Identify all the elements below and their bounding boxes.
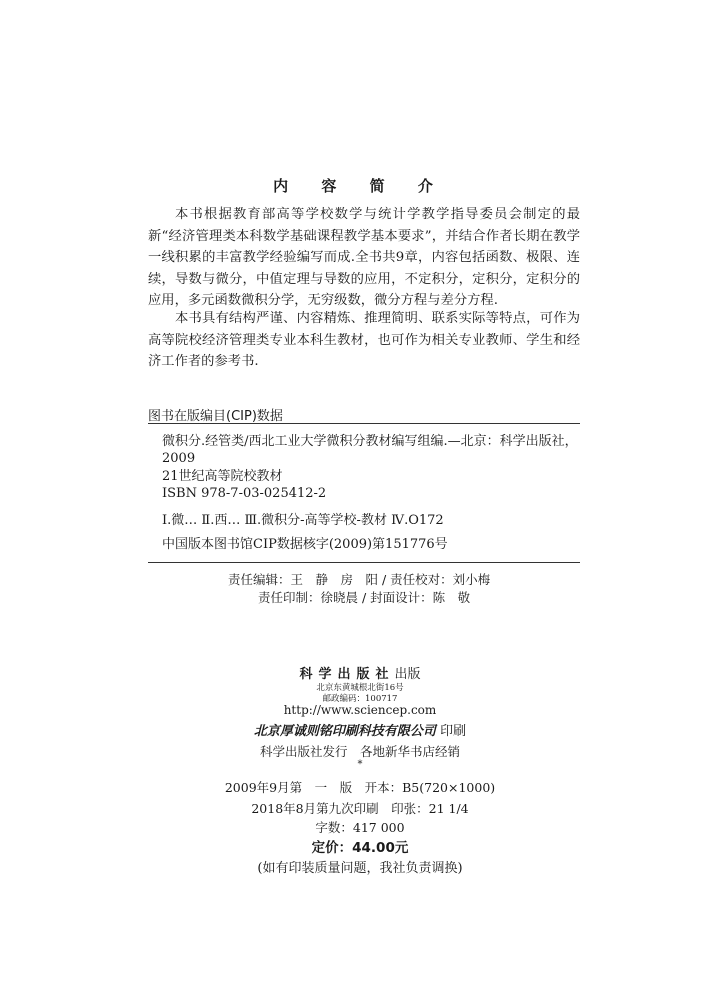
cip-isbn-line: ISBN 978-7-03-025412-2	[162, 486, 327, 501]
cip-top-divider	[148, 423, 580, 424]
publisher-suffix: 出版	[394, 667, 421, 682]
price: 定价：44.00元	[311, 840, 409, 856]
summary-title: 内 容 简 介	[273, 177, 447, 195]
publisher-line	[0, 663, 720, 682]
cip-series-line: 21世纪高等院校教材	[162, 469, 283, 484]
publisher-logotype: 科学出版社	[299, 667, 395, 682]
summary-paragraph-1: 本书根据教育部高等学校数学与统计学教学指导委员会制定的最新“经济管理类本科数学基础课程教学基本要求”，并结合作者长期在教学一线积累的丰富教学经验编写而成.全书共9章，内容包括函数、极限、连续，导数与微分，中值定理与导数的应用，不定积分，定积分，定积分的应用，多元函数微积分学，无穷级数，微分方程与差分方程.	[148, 207, 580, 308]
editor-credits: 责任编辑：王 静 房 阳 / 责任校对：刘小梅	[228, 572, 491, 587]
summary-paragraph-2: 本书具有结构严谨、内容精炼、推理简明、联系实际等特点，可作为高等院校经济管理类专业本科生教材，也可作为相关专业教师、学生和经济工作者的参考书.	[148, 311, 580, 369]
printer-suffix: 印刷	[440, 724, 467, 739]
cip-classification-line: Ⅰ.微… Ⅱ.西… Ⅲ.微积分-高等学校-教材 Ⅳ.O172	[162, 513, 444, 528]
cip-title-line: 微积分.经管类/西北工业大学微积分教材编写组编.—北京：科学出版社，2009	[162, 434, 578, 466]
printing-line: 2018年8月第九次印刷 印张：21 1/4	[251, 801, 469, 816]
production-credits: 责任印制：徐晓晨 / 封面设计：陈 敬	[258, 590, 471, 605]
quality-note: (如有印装质量问题，我社负责调换)	[257, 861, 463, 876]
printer-line	[0, 720, 720, 739]
publisher-url: http://www.sciencep.com	[283, 703, 437, 717]
publisher-address: 北京东黄城根北街16号	[316, 683, 404, 693]
cip-bottom-divider	[148, 562, 580, 563]
distribution-line: 科学出版社发行 各地新华书店经销	[259, 744, 460, 759]
printer-logotype: 北京厚诚则铭印刷科技有限公司	[253, 724, 436, 739]
cip-heading: 图书在版编目(CIP)数据	[148, 409, 283, 424]
word-count: 字数：417 000	[315, 820, 405, 835]
edition-line: 2009年9月第 一 版 开本：B5(720×1000)	[224, 780, 496, 795]
publisher-postal-code: 邮政编码：100717	[322, 694, 398, 704]
separator-star: *	[357, 759, 363, 770]
cip-record-number-line: 中国版本图书馆CIP数据核字(2009)第151776号	[162, 537, 448, 552]
